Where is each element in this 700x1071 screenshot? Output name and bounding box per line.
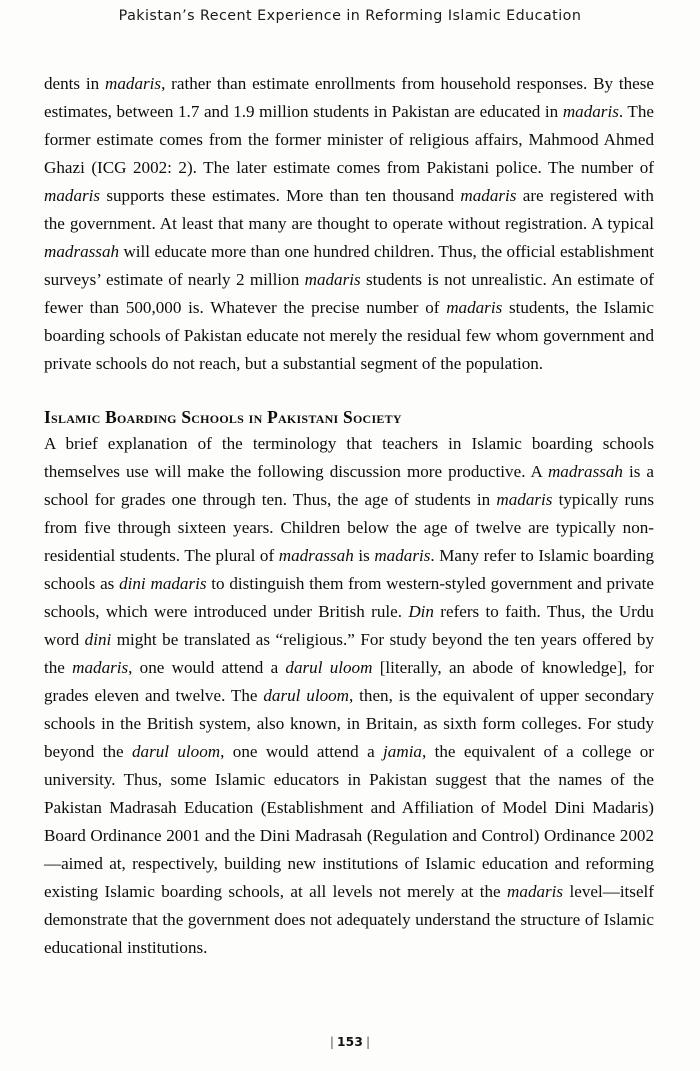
- folio-left-bar: |: [329, 1035, 334, 1049]
- body-paragraph-2: A brief explanation of the terminology that teachers in Islamic boarding schools themselves use will make the following discussion more productive. A madrassah is a school for grades one through ten. Thus, the age of students in madaris typically runs from five through sixteen years. Children below the age of twelve are typically non-residential students. The plural of madrassah is madaris. Many refer to Islamic boarding schools as dini madaris to distinguish them from western-styled government and private schools, which were introduced under British rule. Din refers to faith. Thus, the Urdu word dini might be translated as “religious.” For study beyond the ten years offered by the madaris, one would attend a darul uloom [literally, an abode of knowledge], for grades eleven and twelve. The darul uloom, then, is the equivalent of upper secondary schools in the British system, also known, in Britain, as sixth form colleges. For study beyond the darul uloom, one would attend a jamia, the equivalent of a college or university. Thus, some Islamic educators in Pakistan suggest that the names of the Pakistan Madrasah Education (Establishment and Affiliation of Model Dini Madaris) Board Ordinance 2001 and the Dini Madrasah (Regulation and Control) Ordinance 2002—aimed at, respectively, building new institutions of Islamic education and reforming existing Islamic boarding schools, at all levels not merely at the madaris level—itself demonstrate that the government does not adequately understand the structure of Islamic educational institutions.: [44, 433, 655, 958]
- folio-number: 153: [336, 1035, 364, 1049]
- text-column: [44, 70, 654, 962]
- body-paragraph-1: dents in madaris, rather than estimate enrollments from household responses. By these estimates, between 1.7 and 1.9 million students in Pakistan are educated in madaris. The former estimate comes from the former minister of religious affairs, Mahmood Ahmed Ghazi (ICG 2002: 2). The later estimate comes from Pakistani police. The number of madaris supports these estimates. More than ten thousand madaris are registered with the government. At least that many are thought to operate without registration. A typical madrassah will educate more than one hundred children. Thus, the official establishment surveys’ estimate of nearly 2 million madaris students is not unrealistic. An estimate of fewer than 500,000 is. Whatever the precise number of madaris students, the Islamic boarding schools of Pakistan educate not merely the residual few whom government and private schools do not reach, but a substantial segment of the population.: [44, 74, 654, 374]
- running-head: Pakistan’s Recent Experience in Reforming Islamic Education: [118, 8, 582, 24]
- page-folio: [0, 1035, 700, 1049]
- folio-right-bar: |: [366, 1035, 371, 1049]
- section-heading: Islamic Boarding Schools in Pakistani Society: [44, 406, 402, 427]
- heading-spacer: [44, 379, 654, 404]
